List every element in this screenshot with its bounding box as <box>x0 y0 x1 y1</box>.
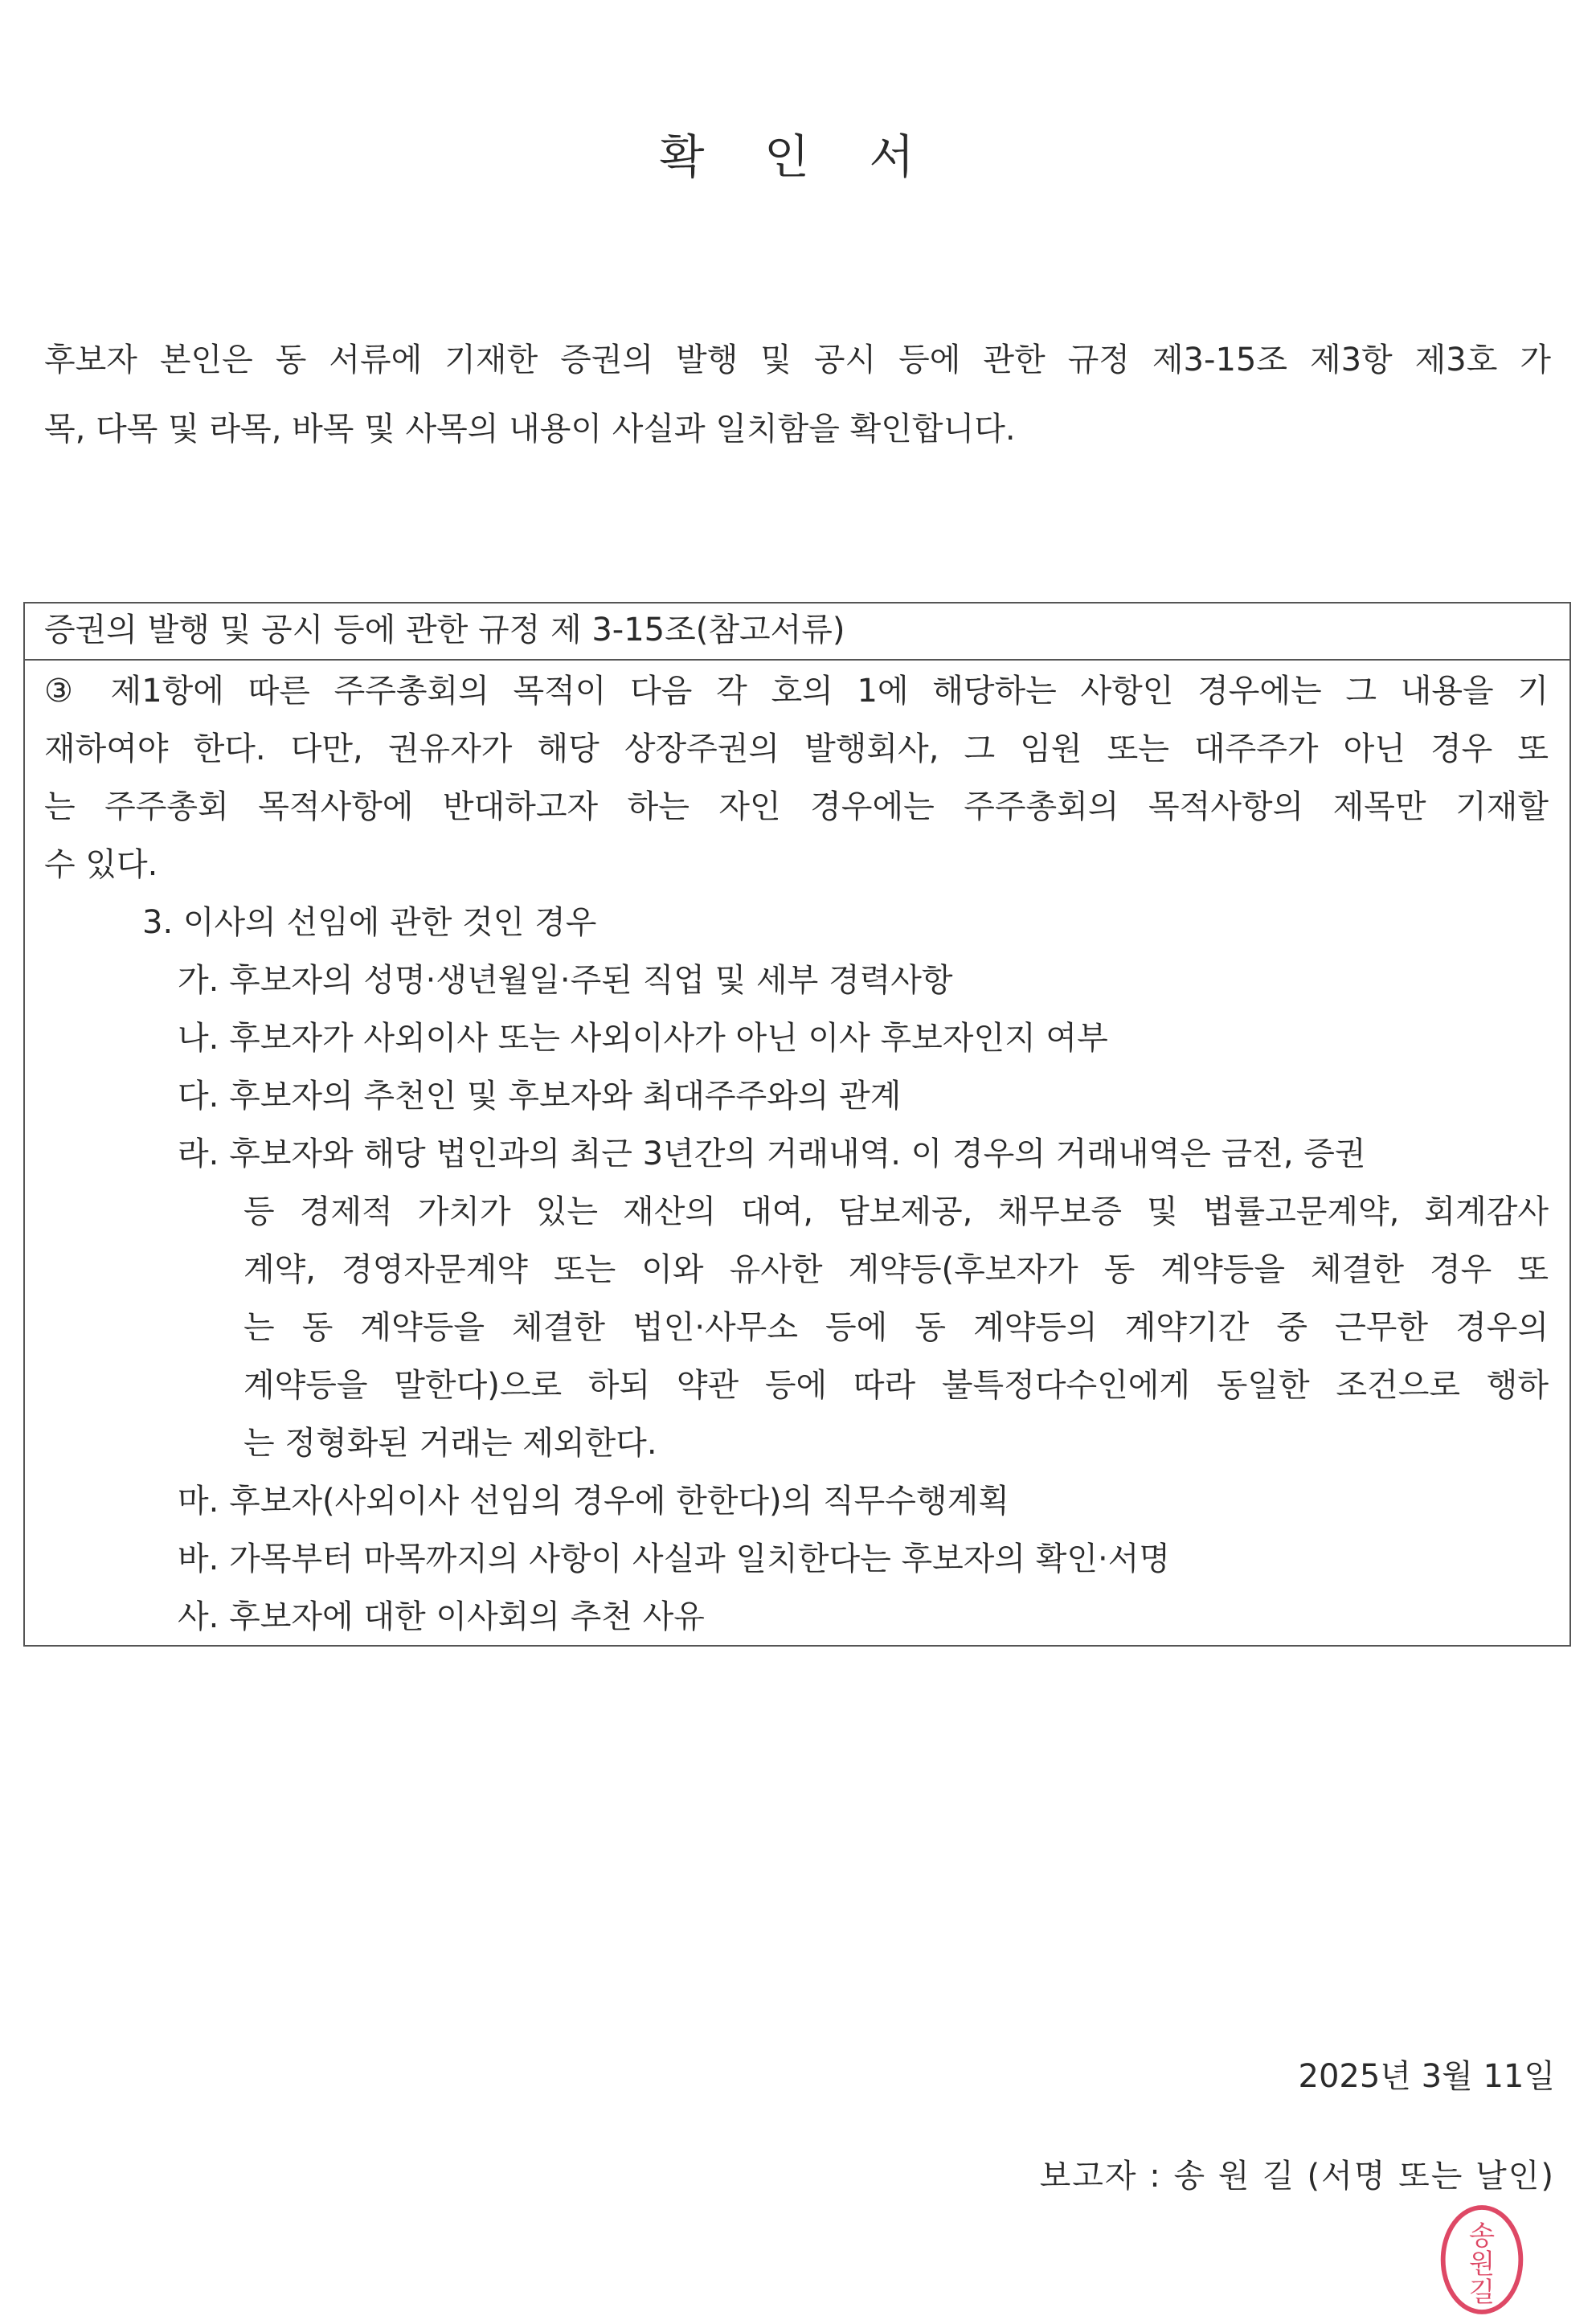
item-ra-line: 계약, 경영자문계약 또는 이와 유사한 계약등(후보자가 동 계약등을 체결한 경우 또 <box>243 1251 1549 1288</box>
seal-stamp-icon <box>1438 2203 1525 2316</box>
svg-text:길: 길 <box>1468 2276 1496 2308</box>
item-3: 3. 이사의 선임에 관한 것인 경우 <box>142 904 597 941</box>
document-title: 확 인 서 <box>659 129 937 184</box>
divider <box>23 659 1569 661</box>
para3-line: ③ 제1항에 따른 주주총회의 목적이 다음 각 호의 1에 해당하는 사항인 경우에는 그 내용을 기 <box>44 673 1549 710</box>
item-ra: 라. 후보자와 해당 법인과의 최근 3년간의 거래내역. 이 경우의 거래내역은 금전, 증권 <box>178 1135 1366 1172</box>
item-ra-line: 는 정형화된 거래는 제외한다. <box>243 1425 657 1462</box>
item-na: 나. 후보자가 사외이사 또는 사외이사가 아닌 이사 후보자인지 여부 <box>178 1020 1108 1057</box>
item-sa: 사. 후보자에 대한 이사회의 추천 사유 <box>178 1598 705 1635</box>
intro-line-1: 후보자 본인은 동 서류에 기재한 증권의 발행 및 공시 등에 관한 규정 제3-15조 제3항 제3호 가 <box>44 342 1551 378</box>
item-da: 다. 후보자의 추천인 및 후보자와 최대주주와의 관계 <box>178 1078 902 1115</box>
svg-text:송: 송 <box>1468 2220 1496 2252</box>
item-ba: 바. 가목부터 마목까지의 사항이 사실과 일치한다는 후보자의 확인·서명 <box>178 1541 1170 1577</box>
para3-line: 재하여야 한다. 다만, 권유자가 해당 상장주권의 발행회사, 그 임원 또는 대주주가 아닌 경우 또 <box>44 730 1549 767</box>
svg-text:원: 원 <box>1468 2248 1496 2280</box>
regulation-header: 증권의 발행 및 공시 등에 관한 규정 제 3-15조(참고서류) <box>44 612 845 649</box>
date: 2025년 3월 11일 <box>1298 2058 1555 2095</box>
para3-line: 는 주주총회 목적사항에 반대하고자 하는 자인 경우에는 주주총회의 목적사항의 제목만 기재할 <box>44 788 1549 825</box>
item-ma: 마. 후보자(사외이사 선임의 경우에 한한다)의 직무수행계획 <box>178 1483 1009 1520</box>
item-ra-line: 계약등을 말한다)으로 하되 약관 등에 따라 불특정다수인에게 동일한 조건으로 행하 <box>243 1367 1549 1404</box>
reporter-signature-line: 보고자 : 송 원 길 (서명 또는 날인) <box>1039 2158 1555 2195</box>
intro-line-2: 목, 다목 및 라목, 바목 및 사목의 내용이 사실과 일치함을 확인합니다. <box>44 411 1016 448</box>
item-ra-line: 등 경제적 가치가 있는 재산의 대여, 담보제공, 채무보증 및 법률고문계약, 회계감사 <box>243 1193 1549 1230</box>
para3-line: 수 있다. <box>44 846 158 883</box>
item-ra-line: 는 동 계약등을 체결한 법인·사무소 등에 동 계약등의 계약기간 중 근무한 경우의 <box>243 1309 1549 1346</box>
item-ga: 가. 후보자의 성명·생년월일·주된 직업 및 세부 경력사항 <box>178 962 953 999</box>
